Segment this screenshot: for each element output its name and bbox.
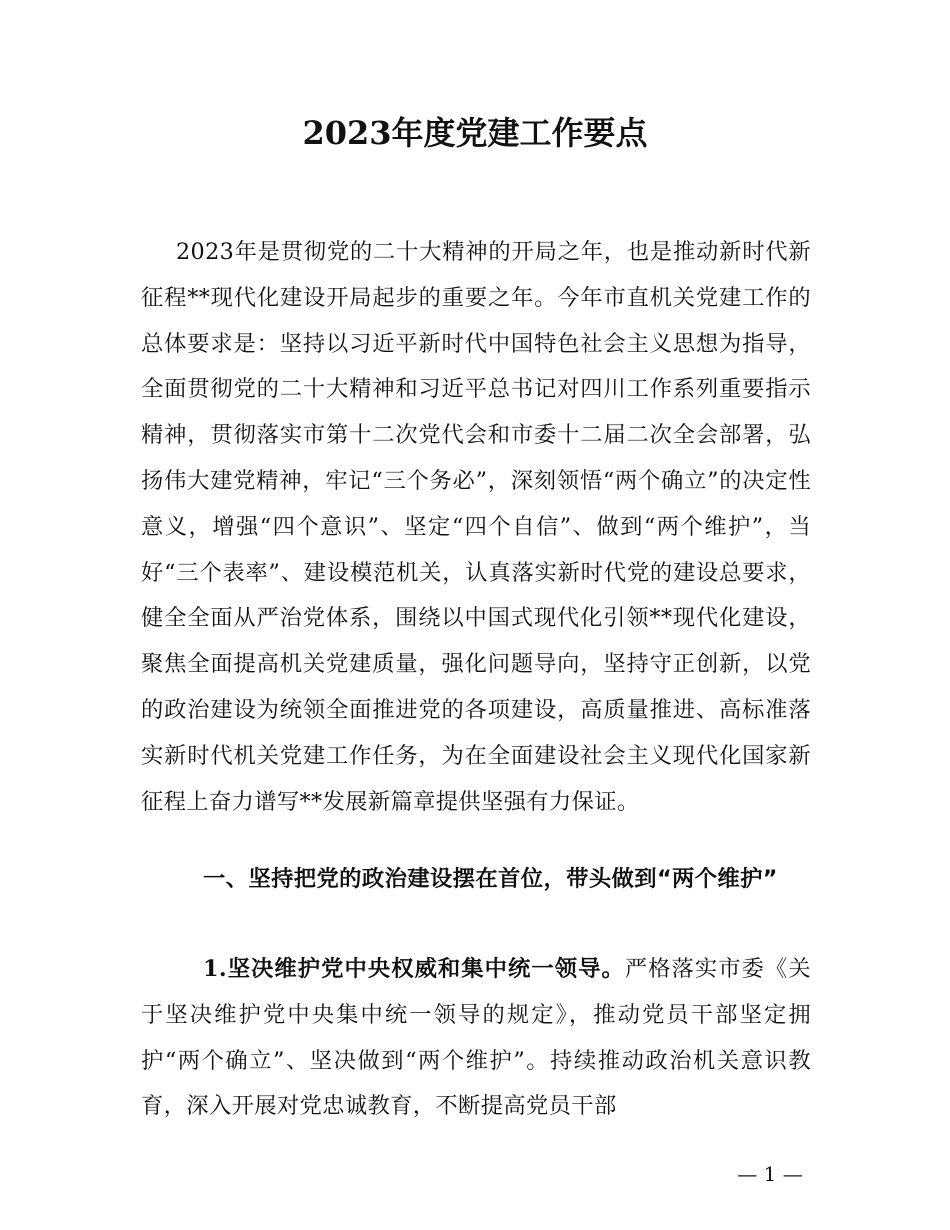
intro-paragraph: 2023年是贯彻党的二十大精神的开局之年，也是推动新时代新征程**现代化建设开局起步的重要之年。今年市直机关党建工作的总体要求是：坚持以习近平新时代中国特色社会主义思想为指导，全面贯彻党的二十大精神和习近平总书记对四川工作系列重要指示精神，贯彻落实市第十二次党代会和市委十二届二次全会部署，弘扬伟大建党精神，牢记“三个务必”，深刻领悟“两个确立”的决定性意义，增强“四个意识”、坚定“四个自信”、做到“两个维护”，当好“三个表率”、建设模范机关，认真落实新时代党的建设总要求，健全全面从严治党体系，围绕以中国式现代化引领**现代化建设，聚焦全面提高机关党建质量，强化问题导向，坚持守正创新，以党的政治建设为统领全面推进党的各项建设，高质量推进、高标准落实新时代机关党建工作任务，为在全面建设社会主义现代化国家新征程上奋力谱写**发展新篇章提供坚强有力保证。 xyxy=(141,239,811,815)
document-title: 2023年度党建工作要点 xyxy=(302,114,648,152)
item-1-lead: 1.坚决维护党中央权威和集中统一领导。 xyxy=(203,956,625,982)
item-1-paragraph xyxy=(141,947,811,1130)
item-1-text: 严格落实市委《关于坚决维护党中央集中统一领导的规定》，推动党员干部坚定拥护“两个确立”、坚决做到“两个维护”。持续推动政治机关意识教育，深入开展对党忠诚教育，不断提高党员干部 xyxy=(141,956,811,1120)
page-number: — 1 — xyxy=(737,1162,803,1186)
section-1-heading: 一、坚持把党的政治建设摆在首位，带头做到“两个维护” xyxy=(203,866,778,892)
